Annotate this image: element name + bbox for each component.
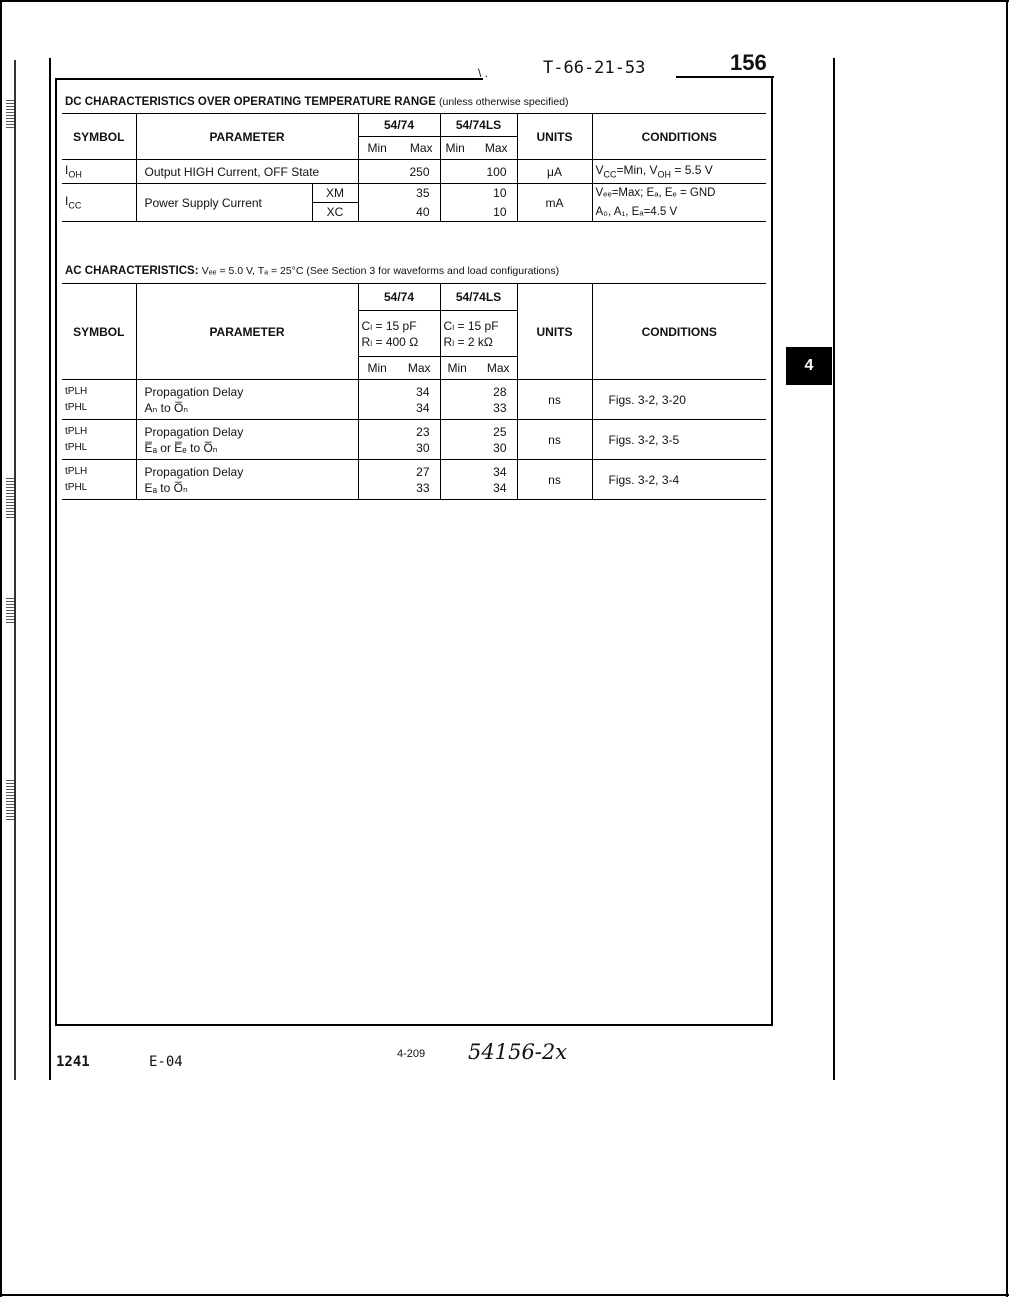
ac-title-text: AC CHARACTERISTICS: [65,265,199,277]
ac-row2-units: ns [517,420,592,460]
dc-header-54-74ls: 54/74LS [440,114,517,137]
cond-sub: OH [657,169,672,180]
page-border-right [1006,0,1008,1297]
symbol-tplh: tPLH [65,425,88,437]
table-row [62,184,766,203]
load-cap: Cₗ = 15 pF [443,318,499,333]
ac-row1-symbols [62,380,136,420]
dc-row1-parameter: Output HIGH Current, OFF State [136,160,358,184]
ac-header-units: UNITS [517,284,592,380]
ac-row1-parameter [136,380,358,420]
value-tplh: 28 [493,384,507,399]
dc-minmax-2 [440,137,517,160]
dc-row1-units: μA [517,160,592,184]
scan-noise [6,598,14,623]
ac-row2-conditions: Figs. 3-2, 3-5 [592,420,766,460]
ac-table [62,283,766,500]
ac-row3-symbols [62,460,136,500]
footer-page-ref: 4-209 [397,1048,426,1060]
value-tphl: 30 [416,440,430,455]
page-border-left [0,0,2,1297]
footer-handwritten-note: 54156-2x [468,1040,568,1064]
dc-max-label: Max [409,141,433,155]
ac-header-parameter: PARAMETER [136,284,358,380]
page-right-rule [833,58,835,1080]
dc-minmax-1 [358,137,440,160]
param-line1: Propagation Delay [144,384,244,399]
ac-min-label: Min [367,361,387,375]
dc-header-conditions: CONDITIONS [592,114,766,160]
symbol-main: I [65,163,69,178]
table-row [62,160,766,184]
ac-row3-54-74 [358,460,440,500]
ac-row2-54-74 [358,420,440,460]
ac-row2-parameter [136,420,358,460]
dc-header-54-74: 54/74 [358,114,440,137]
dc-title-text: DC CHARACTERISTICS OVER OPERATING TEMPERATURE RANGE [65,96,436,108]
symbol-main: I [65,194,69,209]
ac-row3-54-74ls [440,460,517,500]
header-tick: \ . [478,66,489,80]
ac-row1-conditions: Figs. 3-2, 3-20 [592,380,766,420]
param-line2: Aₙ to O̅ₙ [144,400,189,415]
dc-title [65,96,569,108]
dc-row2-v2a: 10 [440,184,517,203]
dc-header-units: UNITS [517,114,592,160]
value-tphl: 33 [493,400,507,415]
ac-title [65,265,559,277]
symbol-sub: OH [68,169,82,180]
dc-row2-symbol [62,184,136,222]
ac-row2-54-74ls [440,420,517,460]
load-res: Rₗ = 400 Ω [361,334,419,349]
dc-min-label: Min [445,141,465,155]
dc-row2-v1b: 40 [358,203,440,222]
dc-table [62,113,766,222]
symbol-sub: CC [68,200,82,211]
symbol-tphl: tPHL [65,481,88,493]
dc-row1-symbol [62,160,136,184]
ac-row1-units: ns [517,380,592,420]
page-left-rule [49,58,51,1080]
dc-row2-v2b: 10 [440,203,517,222]
page-border-top [0,0,1009,2]
value-tplh: 27 [416,464,430,479]
dc-min-label: Min [367,141,387,155]
param-line2: E̅ₐ or E̅ₑ to O̅ₙ [144,440,218,455]
value-tphl: 34 [493,480,507,495]
ac-load-1 [358,311,440,357]
page-border-bottom [0,1294,1009,1296]
ac-load-2 [440,311,517,357]
symbol-tphl: tPHL [65,401,88,413]
table-row [62,380,766,420]
dc-row2-variant-xm: XM [312,184,358,203]
ac-header-symbol: SYMBOL [62,284,136,380]
table-row [62,460,766,500]
value-tplh: 25 [493,424,507,439]
param-line1: Propagation Delay [144,424,244,439]
dc-max-label: Max [484,141,508,155]
ac-row3-units: ns [517,460,592,500]
dc-row1-conditions [592,160,766,184]
dc-title-note: (unless otherwise specified) [439,96,569,108]
footer-code: 1241 [56,1054,90,1070]
cond-part: V [595,163,604,178]
value-tplh: 34 [416,384,430,399]
cond-sub: CC [603,169,617,180]
ac-row3-conditions: Figs. 3-2, 3-4 [592,460,766,500]
ac-minmax-2 [440,357,517,380]
section-tab: 4 [786,347,832,385]
ac-row1-54-74 [358,380,440,420]
load-res: Rₗ = 2 kΩ [443,334,493,349]
symbol-tphl: tPHL [65,441,88,453]
dc-header-symbol: SYMBOL [62,114,136,160]
page-number: 156 [730,50,767,75]
symbol-tplh: tPLH [65,465,88,477]
dc-row1-v1: 250 [358,160,440,184]
ac-max-label: Max [407,361,431,375]
ac-minmax-1 [358,357,440,380]
dc-row2-conditions-line1: Vₑₑ=Max; Eₐ, Eₑ = GND [592,184,766,203]
ac-min-label: Min [447,361,467,375]
ac-title-rest: Vₑₑ = 5.0 V, Tₐ = 25°C (See Section 3 for waveforms and load configurations) [201,265,560,277]
dc-row2-variant-xc: XC [312,203,358,222]
dc-row2-conditions-line2: A₀, A₁, Eₐ=4.5 V [592,203,766,222]
scan-noise [6,780,14,820]
dc-row2-v1a: 35 [358,184,440,203]
value-tplh: 23 [416,424,430,439]
ac-header-54-74: 54/74 [358,284,440,311]
param-line2: Eₐ to O̅ₙ [144,480,188,495]
scan-noise [6,98,14,128]
dc-row2-parameter: Power Supply Current [136,184,312,222]
ac-header-54-74ls: 54/74LS [440,284,517,311]
ac-row2-symbols [62,420,136,460]
ac-row1-54-74ls [440,380,517,420]
document-code: T-66-21-53 [543,58,646,78]
value-tphl: 33 [416,480,430,495]
value-tplh: 34 [493,464,507,479]
scan-edge-line [14,60,16,1080]
dc-row2-units: mA [517,184,592,222]
ac-max-label: Max [486,361,510,375]
scan-noise [6,478,14,518]
ac-row3-parameter [136,460,358,500]
footer-code-2: E-04 [149,1054,183,1070]
cond-part: = 5.5 V [671,163,713,178]
symbol-tplh: tPLH [65,385,88,397]
ac-header-conditions: CONDITIONS [592,284,766,380]
table-row [62,420,766,460]
load-cap: Cₗ = 15 pF [361,318,417,333]
value-tphl: 34 [416,400,430,415]
dc-row1-v2: 100 [440,160,517,184]
dc-header-parameter: PARAMETER [136,114,358,160]
value-tphl: 30 [493,440,507,455]
cond-part: =Min, V [616,163,658,178]
param-line1: Propagation Delay [144,464,244,479]
